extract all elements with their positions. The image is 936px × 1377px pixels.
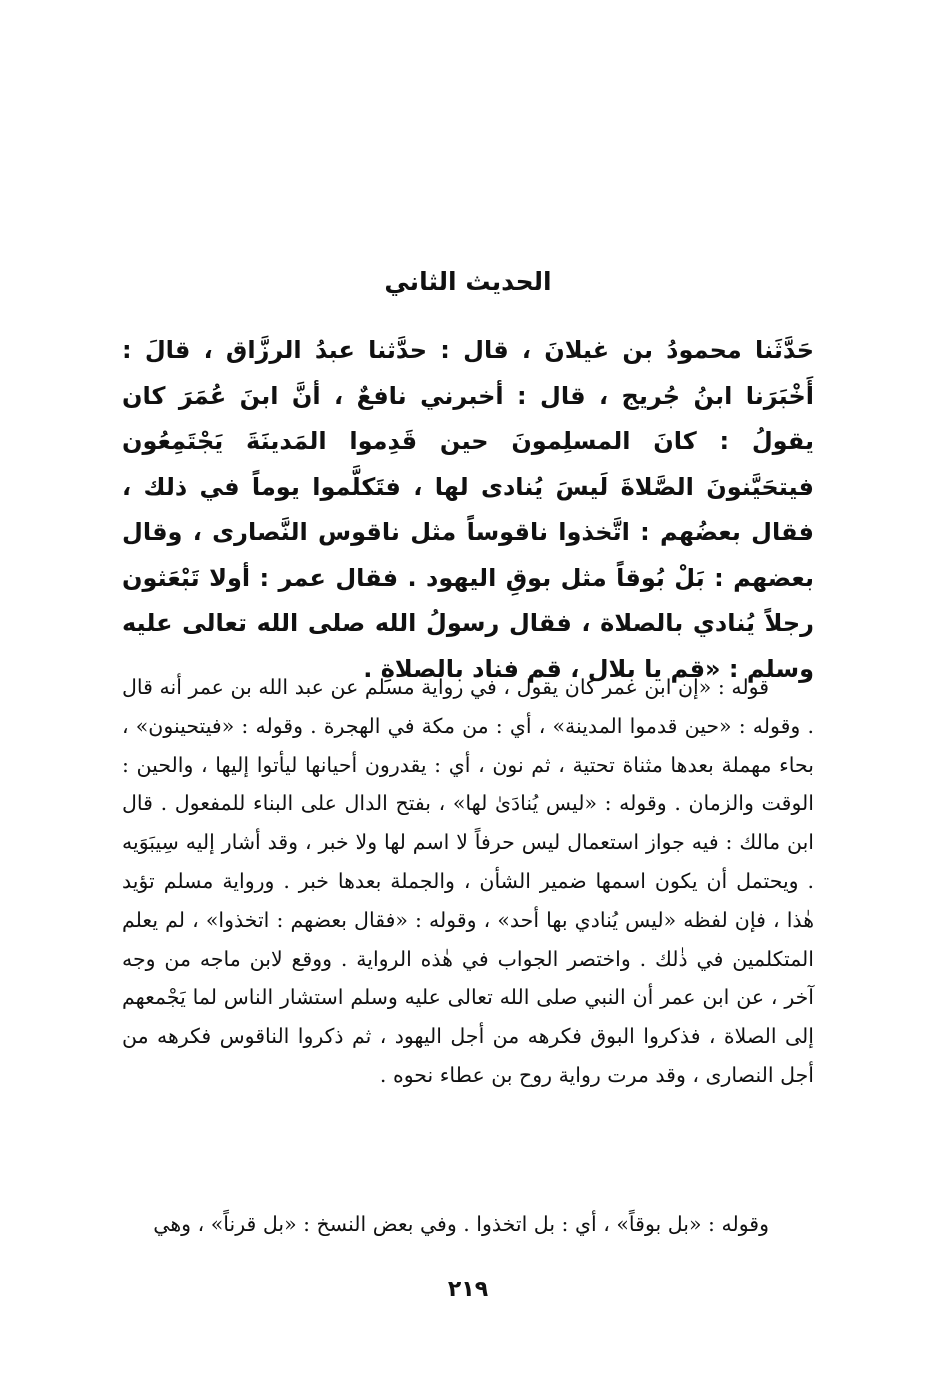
commentary-paragraph-2: وقوله : «بل بوقاً» ، أي : بل اتخذوا . وفي بعض النسخ : «بل قرناً» ، وهي — [153, 1212, 769, 1236]
hadith-text: حَدَّثَنا محمودُ بن غيلانَ ، قال : حدَّثنا عبدُ الرزَّاق ، قالَ : أَخْبَرَنا ابنُ جُريج ، قال : أخبرني نافعٌ ، أنَّ ابنَ عُمَرَ كان يقولُ : كانَ المسلِمونَ حين قَدِموا المَدينَةَ يَجْتَمِعُون فيتحَيَّنونَ الصَّلاةَ لَيسَ يُنادى لها ، فتَكلَّموا يوماً في ذلك ، فقال بعضُهم : اتَّخذوا ناقوساً مثل ناقوس النَّصارى ، وقال بعضهم : بَلْ بُوقاً مثل بوقِ اليهود . فقال عمر : أولا تَبْعَثون رجلاً يُنادي بالصلاة ، فقال رسولُ الله صلى الله تعالى عليه وسلم : «قم يا بلال ، قم فناد بالصلاةِ . — [122, 336, 814, 683]
commentary-paragraph-1: قوله : «إن ابن عمر كان يقول ، في رواية مسلم عن عبد الله بن عمر أنه قال . وقوله : «حين قدموا المدينة» ، أي : من مكة في الهجرة . وقوله : «فيتحينون» ، بحاء مهملة بعدها مثناة تحتية ، ثم نون ، أي : يقدرون أحيانها ليأتوا إليها ، والحين : الوقت والزمان . وقوله : «ليس يُنادَىٰ لها» ، بفتح الدال على البناء للمفعول . قال ابن مالك : فيه جواز استعمال ليس حرفاً لا اسم لها ولا خبر ، وقد أشار إليه سِيبَوَيه . ويحتمل أن يكون اسمها ضمير الشأن ، والجملة بعدها خبر . ورواية مسلم تؤيد هٰذا ، فإن لفظه «ليس يُنادي بها أحد» ، وقوله : «فقال بعضهم : اتخذوا» ، لم يعلم المتكلمين في ذٰلك . واختصر الجواب في هٰذه الرواية . ووقع لابن ماجه من وجه آخر ، عن ابن عمر أن النبي صلى الله تعالى عليه وسلم استشار الناس لما يَجْمعهم إلى الصلاة ، فذكروا البوق فكرهه من أجل اليهود ، ثم ذكروا الناقوس فكرهه من أجل النصارى ، وقد مرت رواية روح بن عطاء نحوه . — [122, 675, 814, 1087]
chapter-title: الحديث الثاني — [384, 267, 552, 296]
page-number: ٢١٩ — [447, 1277, 489, 1302]
